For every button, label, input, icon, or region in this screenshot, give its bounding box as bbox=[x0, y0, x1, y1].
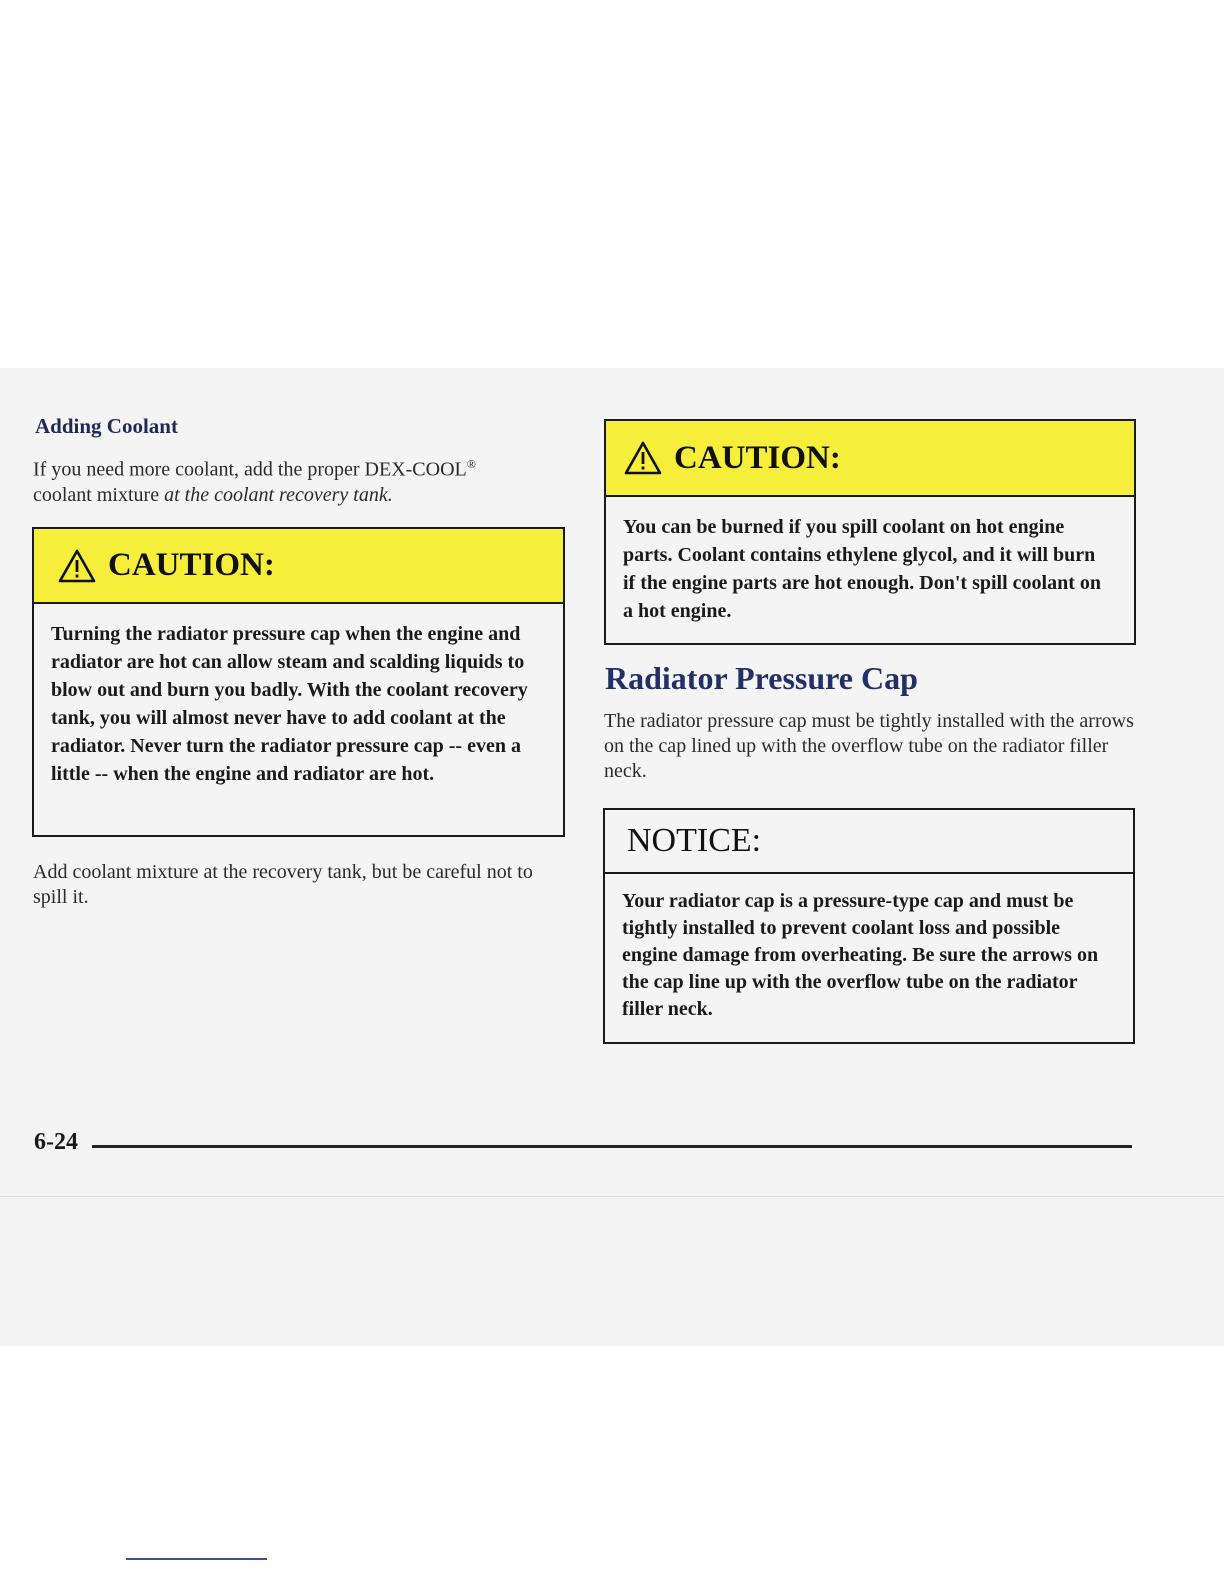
adding-coolant-intro bbox=[33, 452, 573, 508]
caution-body-right: You can be burned if you spill coolant on hot engine parts. Coolant contains ethylene glycol, and it will burn if the engine parts are hot enough. Don't spill coolant on a hot engine. bbox=[623, 516, 1101, 622]
intro-text-line2: coolant mixture bbox=[33, 483, 165, 506]
caution-title-right: CAUTION: bbox=[674, 439, 841, 476]
registered-mark: ® bbox=[466, 457, 476, 471]
caution-box-right bbox=[604, 419, 1136, 645]
caution-box-left bbox=[32, 527, 565, 837]
scan-divider bbox=[0, 1196, 1224, 1197]
radiator-pressure-cap-text: The radiator pressure cap must be tightly installed with the arrows on the cap lined up with the overflow tube on the radiator filler neck. bbox=[604, 710, 1134, 782]
adding-coolant-heading: Adding Coolant bbox=[35, 414, 178, 438]
caution-body-left: Turning the radiator pressure cap when the engine and radiator are hot can allow steam and scalding liquids to blow out and burn you badly. With the coolant recovery tank, you will almost never have to add coolant at the radiator. Never turn the radiator pressure cap -- even a little -- when the engine and radiator are hot. bbox=[51, 623, 528, 785]
page-number: 6-24 bbox=[34, 1129, 78, 1155]
caution-header-left bbox=[34, 529, 563, 604]
warning-triangle-icon bbox=[624, 441, 662, 475]
intro-text-italic: at the coolant recovery tank. bbox=[164, 483, 393, 506]
intro-text: If you need more coolant, add the proper DEX-COOL bbox=[33, 458, 467, 481]
notice-body: Your radiator cap is a pressure-type cap and must be tightly installed to prevent coolant loss and possible engine damage from overheating. Be sure the arrows on the cap line up with the overflow tube on the radiator filler neck. bbox=[622, 890, 1099, 1020]
footer-rule bbox=[92, 1145, 1132, 1148]
notice-title: NOTICE: bbox=[627, 822, 762, 859]
warning-triangle-icon bbox=[58, 549, 96, 583]
bottom-link-underline bbox=[126, 1558, 267, 1560]
notice-header bbox=[605, 810, 1133, 874]
radiator-pressure-cap-heading: Radiator Pressure Cap bbox=[605, 660, 918, 696]
adding-coolant-outro: Add coolant mixture at the recovery tank, but be careful not to spill it. bbox=[33, 861, 533, 908]
notice-box bbox=[603, 808, 1135, 1044]
caution-header-right bbox=[606, 421, 1134, 497]
caution-title-left: CAUTION: bbox=[108, 547, 275, 583]
